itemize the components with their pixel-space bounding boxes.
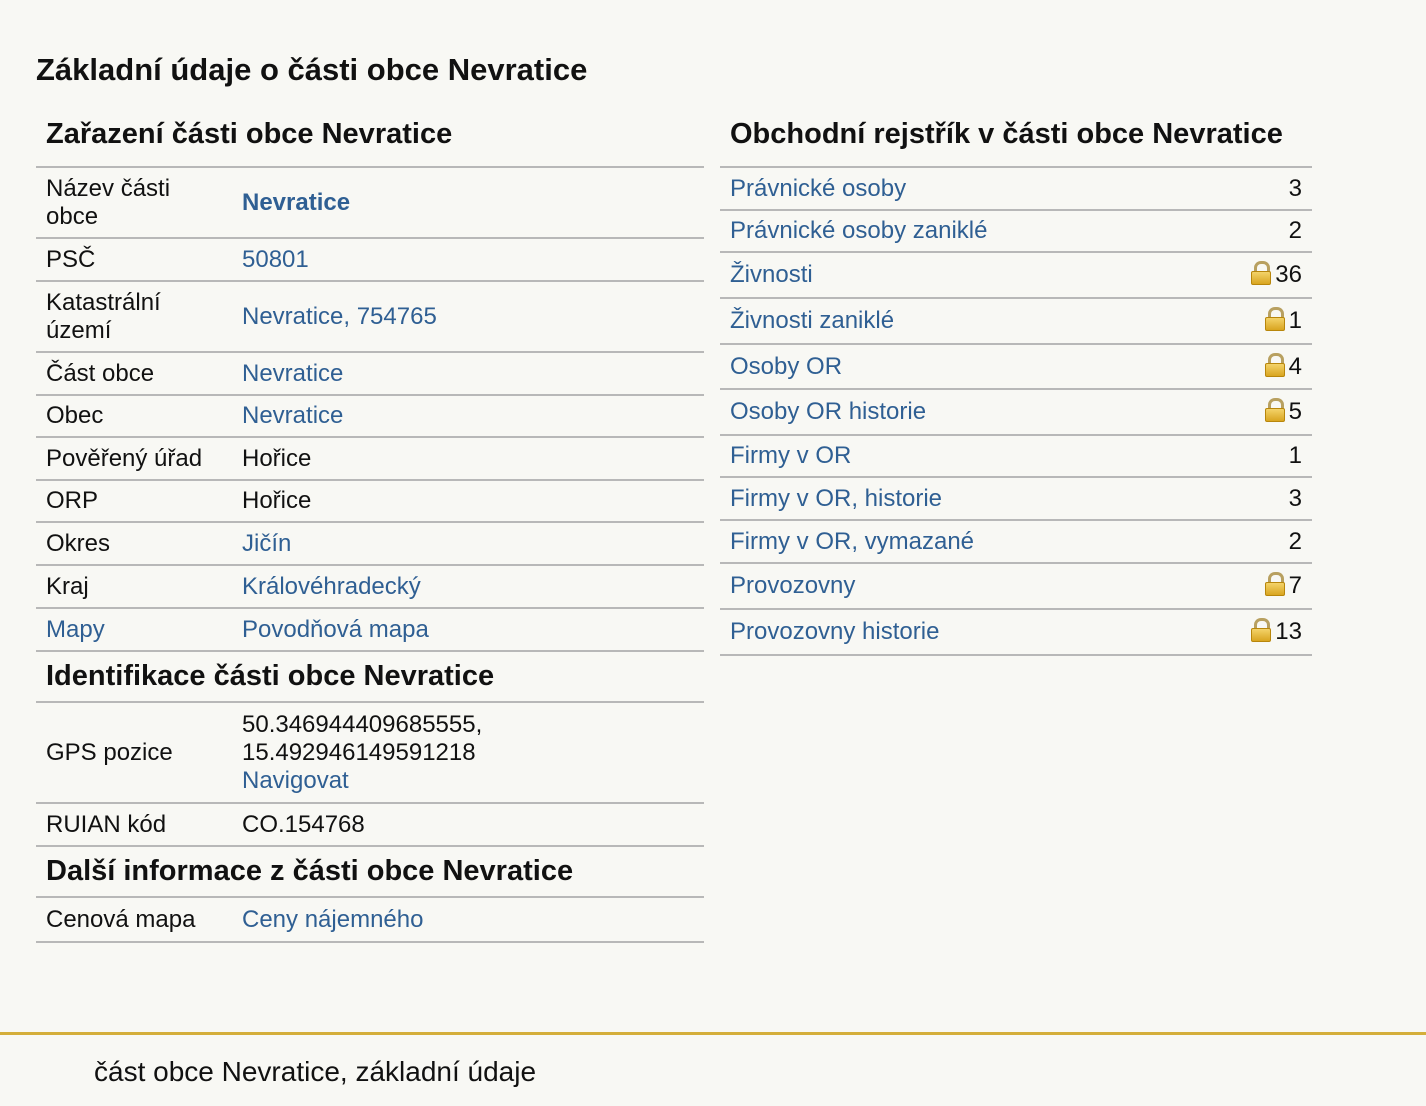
okres-link[interactable]: Jičín: [232, 522, 704, 565]
registr-link[interactable]: Živnosti zaniklé: [720, 298, 1192, 344]
row-key: Katastrální území: [36, 281, 232, 352]
table-row: [720, 168, 1312, 210]
row-key: Název části obce: [36, 168, 232, 238]
row-value: Hořice: [232, 480, 704, 522]
registr-count: 3: [1288, 484, 1302, 512]
katastr-link[interactable]: Nevratice, 754765: [232, 281, 704, 352]
table-row: [720, 435, 1312, 477]
registr-link[interactable]: Firmy v OR: [720, 435, 1192, 477]
table-row: [36, 522, 704, 565]
row-key: Obec: [36, 395, 232, 437]
row-key: Pověřený úřad: [36, 437, 232, 480]
registr-link[interactable]: Firmy v OR, vymazané: [720, 520, 1192, 563]
registr-count-cell: [1192, 389, 1312, 435]
identifikace-heading: Identifikace části obce Nevratice: [36, 652, 704, 703]
registr-count: 1: [1288, 442, 1302, 469]
registr-count: 3: [1288, 174, 1302, 202]
registr-count: 1: [1288, 307, 1302, 334]
registr-count: 13: [1275, 618, 1302, 645]
table-row: [720, 344, 1312, 389]
lock-icon: [1251, 618, 1271, 642]
row-key: Okres: [36, 522, 232, 565]
registr-count-cell: [1192, 435, 1312, 477]
registr-count: 7: [1288, 572, 1302, 599]
registr-table: [720, 168, 1312, 656]
registr-link[interactable]: Provozovny: [720, 563, 1192, 609]
registr-link[interactable]: Osoby OR: [720, 344, 1192, 389]
page-title: Základní údaje o části obce Nevratice: [36, 52, 588, 87]
gps-lon: 15.492946149591218: [242, 738, 476, 766]
cast-obce-link[interactable]: Nevratice: [232, 352, 704, 395]
registr-count: 2: [1288, 217, 1302, 244]
ceny-najemneho-link[interactable]: Ceny nájemného: [232, 898, 704, 942]
table-row: [720, 252, 1312, 298]
row-key: Cenová mapa: [36, 898, 232, 942]
dalsi-table: [36, 898, 704, 943]
registr-link[interactable]: Živnosti: [720, 252, 1192, 298]
lock-icon: [1265, 353, 1285, 377]
obec-link[interactable]: Nevratice: [232, 395, 704, 437]
table-row: [36, 608, 704, 651]
table-row: [720, 609, 1312, 655]
table-row: [36, 352, 704, 395]
registr-count: 2: [1288, 527, 1302, 555]
row-key: Kraj: [36, 565, 232, 608]
table-row: [36, 281, 704, 352]
registr-heading: Obchodní rejstřík v části obce Nevratice: [720, 110, 1312, 168]
left-column: [36, 110, 704, 943]
registr-count-cell: [1192, 168, 1312, 210]
footer-divider: [0, 1032, 1426, 1035]
table-row: [720, 210, 1312, 252]
table-row: [720, 563, 1312, 609]
table-row: [36, 437, 704, 480]
registr-count-cell: [1192, 563, 1312, 609]
ruian-label: RUIAN kód: [36, 803, 232, 846]
kraj-link[interactable]: Královéhradecký: [232, 565, 704, 608]
registr-link[interactable]: Právnické osoby zaniklé: [720, 210, 1192, 252]
lock-icon: [1265, 307, 1285, 331]
registr-count-cell: [1192, 520, 1312, 563]
registr-link[interactable]: Provozovny historie: [720, 609, 1192, 655]
lock-icon: [1265, 572, 1285, 596]
registr-count-cell: [1192, 477, 1312, 520]
psc-link[interactable]: 50801: [232, 238, 704, 281]
lock-icon: [1265, 398, 1285, 422]
part-name-link[interactable]: Nevratice: [232, 168, 704, 238]
table-row: [36, 703, 704, 803]
table-row: [36, 803, 704, 846]
registr-count: 5: [1288, 398, 1302, 425]
row-key: PSČ: [36, 238, 232, 281]
navigate-link[interactable]: Navigovat: [242, 766, 349, 794]
lock-icon: [1251, 261, 1271, 285]
footer-text: část obce Nevratice, základní údaje: [94, 1056, 537, 1087]
row-value: Hořice: [232, 437, 704, 480]
registr-link[interactable]: Právnické osoby: [720, 168, 1192, 210]
row-key: ORP: [36, 480, 232, 522]
mapy-link[interactable]: Mapy: [36, 608, 232, 651]
ruian-value: CO.154768: [232, 803, 704, 846]
registr-count: 36: [1275, 261, 1302, 288]
table-row: [720, 520, 1312, 563]
registr-count-cell: [1192, 298, 1312, 344]
identifikace-table: [36, 703, 704, 847]
registr-link[interactable]: Osoby OR historie: [720, 389, 1192, 435]
registr-count-cell: [1192, 252, 1312, 298]
table-row: [720, 298, 1312, 344]
table-row: [36, 238, 704, 281]
table-row: [36, 395, 704, 437]
table-row: [720, 477, 1312, 520]
registr-count-cell: [1192, 609, 1312, 655]
table-row: [36, 898, 704, 942]
table-row: [36, 168, 704, 238]
dalsi-heading: Další informace z části obce Nevratice: [36, 847, 704, 898]
gps-value: [232, 703, 704, 803]
table-row: [36, 480, 704, 522]
right-column: [720, 110, 1312, 656]
registr-count-cell: [1192, 210, 1312, 252]
gps-lat: 50.346944409685555,: [242, 710, 483, 738]
registr-count-cell: [1192, 344, 1312, 389]
zarazeni-table: [36, 168, 704, 652]
zarazeni-heading: Zařazení části obce Nevratice: [36, 110, 704, 168]
gps-label: GPS pozice: [36, 703, 232, 803]
registr-count: 4: [1288, 352, 1302, 380]
row-key: Část obce: [36, 352, 232, 395]
registr-link[interactable]: Firmy v OR, historie: [720, 477, 1192, 520]
table-row: [36, 565, 704, 608]
povodnova-mapa-link[interactable]: Povodňová mapa: [232, 608, 704, 651]
table-row: [720, 389, 1312, 435]
